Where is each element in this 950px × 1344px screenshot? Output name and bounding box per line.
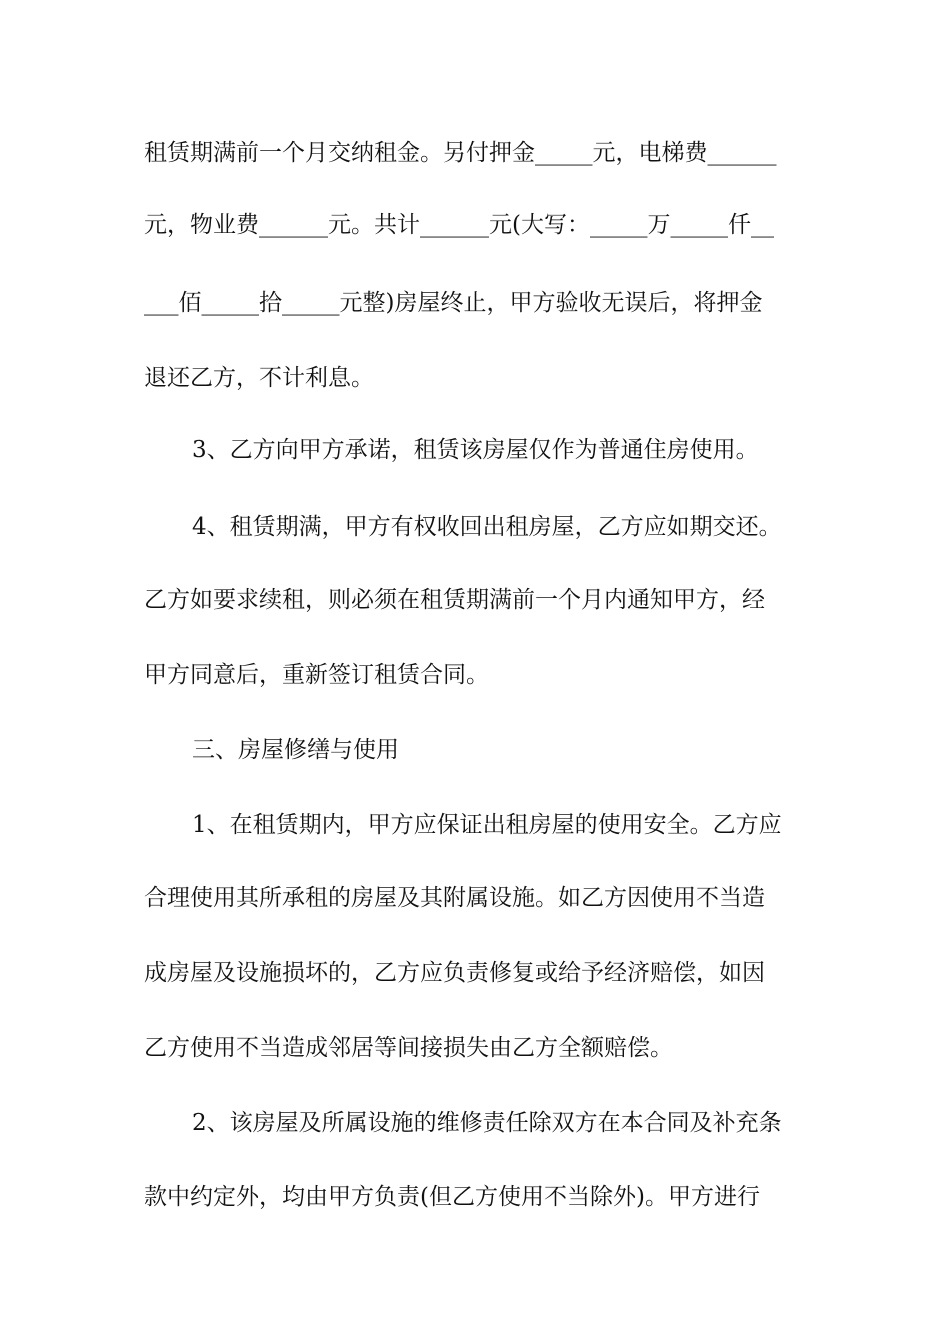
text-line: 2、该房屋及所属设施的维修责任除双方在本合同及补充条 bbox=[192, 1110, 782, 1136]
section-heading: 三、房屋修缮与使用 bbox=[192, 737, 399, 763]
text-line: 3、乙方向甲方承诺，租赁该房屋仅作为普通住房使用。 bbox=[192, 437, 759, 463]
text-line: 1、在租赁期内，甲方应保证出租房屋的使用安全。乙方应 bbox=[192, 812, 782, 838]
text-line: 甲方同意后，重新签订租赁合同。 bbox=[144, 662, 489, 688]
text-line: 4、租赁期满，甲方有权收回出租房屋，乙方应如期交还。 bbox=[192, 514, 782, 540]
text-line: 合理使用其所承租的房屋及其附属设施。如乙方因使用不当造 bbox=[144, 885, 765, 911]
text-line: ___佰_____拾_____元整)房屋终止，甲方验收无误后，将押金 bbox=[144, 290, 763, 316]
text-line: 款中约定外，均由甲方负责(但乙方使用不当除外)。甲方进行 bbox=[144, 1184, 760, 1210]
text-line: 元，物业费______元。共计______元(大写：_____万_____仟__ bbox=[144, 212, 774, 238]
text-line: 租赁期满前一个月交纳租金。另付押金_____元，电梯费______ bbox=[144, 140, 777, 166]
text-line: 乙方使用不当造成邻居等间接损失由乙方全额赔偿。 bbox=[144, 1035, 673, 1061]
text-line: 退还乙方，不计利息。 bbox=[144, 365, 374, 391]
text-line: 乙方如要求续租，则必须在租赁期满前一个月内通知甲方，经 bbox=[144, 587, 765, 613]
text-line: 成房屋及设施损坏的，乙方应负责修复或给予经济赔偿，如因 bbox=[144, 960, 765, 986]
